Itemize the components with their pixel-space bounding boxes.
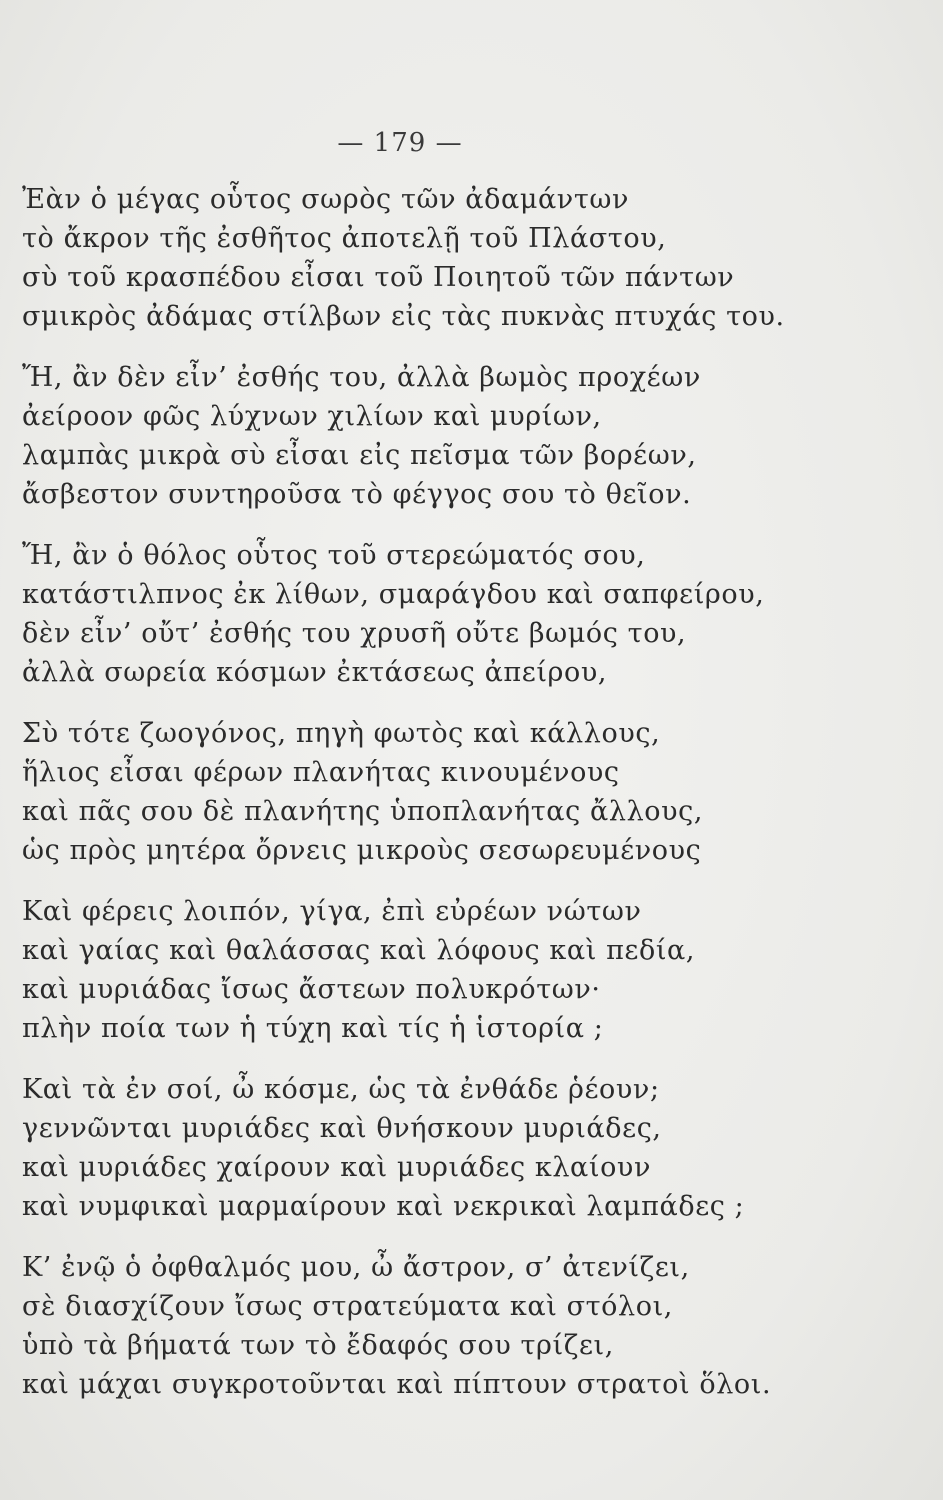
poem-text bbox=[22, 180, 902, 1426]
poem-line: σμικρὸς ἀδάμας στίλβων εἰς τὰς πυκνὰς πτυχάς του. bbox=[22, 301, 785, 332]
poem-line: ὑπὸ τὰ βήματά των τὸ ἔδαφός σου τρίζει, bbox=[22, 1330, 614, 1361]
poem-line: γεννῶνται μυριάδες καὶ θνήσκουν μυριάδες, bbox=[22, 1113, 662, 1144]
poem-line: πλὴν ποία των ἡ τύχη καὶ τίς ἡ ἱστορία ; bbox=[22, 1013, 604, 1044]
poem-line: καὶ μυριάδες χαίρουν καὶ μυριάδες κλαίουν bbox=[22, 1152, 651, 1183]
poem-line: ἄσβεστον συντηροῦσα τὸ φέγγος σου τὸ θεῖον. bbox=[22, 479, 692, 510]
poem-line: Καὶ φέρεις λοιπόν, γίγα, ἐπὶ εὐρέων νώτων bbox=[22, 896, 642, 927]
poem-line: σὲ διασχίζουν ἴσως στρατεύματα καὶ στόλοι, bbox=[22, 1291, 673, 1322]
poem-line: Ἤ, ἂν δὲν εἶν’ ἐσθής του, ἀλλὰ βωμὸς προχέων bbox=[22, 362, 701, 393]
poem-line: καὶ πᾶς σου δὲ πλανήτης ὑποπλανήτας ἄλλους, bbox=[22, 796, 704, 827]
stanza-7 bbox=[22, 1248, 902, 1404]
poem-line: δὲν εἶν’ οὔτ’ ἐσθής του χρυσῆ οὔτε βωμός του, bbox=[22, 618, 687, 649]
poem-line: ἀλλὰ σωρεία κόσμων ἐκτάσεως ἀπείρου, bbox=[22, 657, 608, 688]
poem-line: ἥλιος εἶσαι φέρων πλανήτας κινουμένους bbox=[22, 757, 620, 788]
poem-line: κατάστιλπνος ἐκ λίθων, σμαράγδου καὶ σαπφείρου, bbox=[22, 579, 765, 610]
poem-line: καὶ νυμφικαὶ μαρμαίρουν καὶ νεκρικαὶ λαμπάδες ; bbox=[22, 1191, 745, 1222]
stanza-1 bbox=[22, 180, 902, 336]
poem-line: τὸ ἄκρον τῆς ἐσθῆτος ἀποτελῇ τοῦ Πλάστου, bbox=[22, 223, 667, 254]
poem-line: Καὶ τὰ ἐν σοί, ὦ κόσμε, ὡς τὰ ἐνθάδε ῥέουν; bbox=[22, 1074, 660, 1105]
poem-line: σὺ τοῦ κρασπέδου εἶσαι τοῦ Ποιητοῦ τῶν πάντων bbox=[22, 262, 735, 293]
poem-line: ὡς πρὸς μητέρα ὄρνεις μικροὺς σεσωρευμένους bbox=[22, 835, 702, 866]
poem-line: καὶ μυριάδας ἴσως ἄστεων πολυκρότων· bbox=[22, 974, 601, 1005]
stanza-3 bbox=[22, 536, 902, 692]
poem-line: Σὺ τότε ζωογόνος, πηγὴ φωτὸς καὶ κάλλους, bbox=[22, 718, 661, 749]
poem-line: καὶ μάχαι συγκροτοῦνται καὶ πίπτουν στρατοὶ ὅλοι. bbox=[22, 1369, 772, 1400]
poem-line: Κ’ ἐνῷ ὁ ὀφθαλμός μου, ὦ ἄστρον, σ’ ἀτενίζει, bbox=[22, 1252, 690, 1283]
poem-line: Ἤ, ἂν ὁ θόλος οὗτος τοῦ στερεώματός σου, bbox=[22, 540, 646, 571]
stanza-2 bbox=[22, 358, 902, 514]
stanza-5 bbox=[22, 892, 902, 1048]
page-number: — 179 — bbox=[337, 128, 463, 158]
stanza-6 bbox=[22, 1070, 902, 1226]
stanza-4 bbox=[22, 714, 902, 870]
poem-line: ἀείροον φῶς λύχνων χιλίων καὶ μυρίων, bbox=[22, 401, 602, 432]
poem-line: καὶ γαίας καὶ θαλάσσας καὶ λόφους καὶ πεδία, bbox=[22, 935, 696, 966]
poem-line: λαμπὰς μικρὰ σὺ εἶσαι εἰς πεῖσμα τῶν βορέων, bbox=[22, 440, 697, 471]
poem-line: Ἐὰν ὁ μέγας οὗτος σωρὸς τῶν ἀδαμάντων bbox=[22, 184, 629, 215]
